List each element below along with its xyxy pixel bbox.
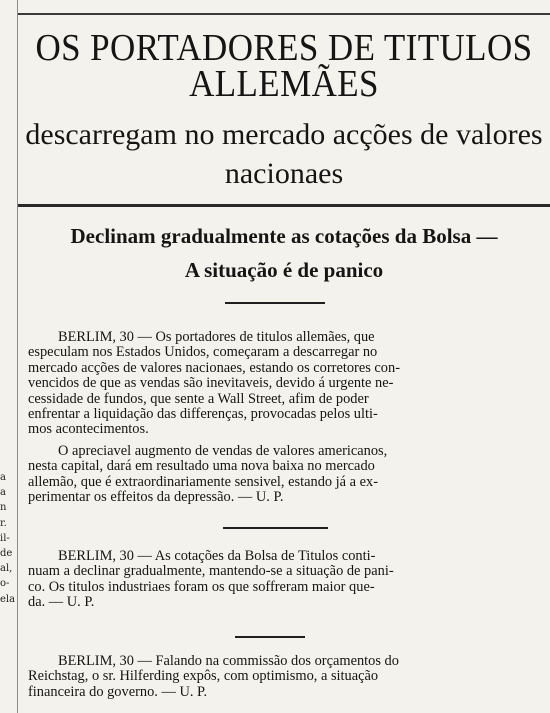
column-divider bbox=[17, 0, 18, 713]
paragraph-line: da. — U. P. bbox=[28, 595, 95, 611]
deck-line-2: A situação é de panico bbox=[184, 258, 384, 282]
short-rule bbox=[223, 527, 328, 529]
paragraph-line: enfrentar a liquidação das differenças, provocadas pelos ulti- bbox=[28, 407, 378, 423]
paragraph-line: O apreciavel augmento de vendas de valores americanos, bbox=[58, 444, 388, 459]
short-rule bbox=[225, 302, 325, 304]
article-paragraph bbox=[28, 654, 540, 700]
paragraph-line: Reichstag, o sr. Hilferding expôs, com optimismo, a situação bbox=[28, 669, 379, 685]
subheadline-line-2: nacionaes bbox=[224, 157, 344, 190]
fragment: n bbox=[0, 502, 7, 514]
section-divider bbox=[18, 204, 550, 207]
fragment: o- bbox=[0, 578, 10, 590]
headline-line-1: OS PORTADORES DE TITULOS bbox=[35, 26, 533, 69]
paragraph-line: mercado acções de valores nacionaes, estando os corretores con- bbox=[28, 360, 400, 376]
article-paragraph bbox=[28, 444, 540, 506]
paragraph-line: mos acontecimentos. bbox=[28, 422, 149, 438]
paragraph-line: BERLIM, 30 — As cotações da Bolsa de Titulos conti- bbox=[58, 549, 376, 564]
fragment: al, bbox=[0, 563, 13, 575]
fragment: r. bbox=[0, 517, 7, 529]
paragraph-line: co. Os titulos industriaes foram os que soffreram maior que- bbox=[28, 579, 375, 595]
paragraph-line: financeira do governo. — U. P. bbox=[28, 684, 208, 700]
paragraph-line: nuam a declinar gradualmente, mantendo-se a situação de pani- bbox=[28, 564, 394, 580]
paragraph-line: BERLIM, 30 — Os portadores de titulos allemães, que bbox=[58, 330, 375, 345]
fragment: a bbox=[0, 487, 6, 499]
fragment: ela bbox=[0, 593, 16, 605]
top-rule bbox=[18, 13, 550, 15]
paragraph-line: allemão, que é extraordinariamente sensivel, estando já a ex- bbox=[28, 474, 379, 490]
paragraph-line: nesta capital, dará em resultado uma nova baixa no mercado bbox=[28, 459, 375, 475]
paragraph-line: perimentar os effeitos da depressão. — U. P. bbox=[28, 490, 284, 506]
article-paragraph bbox=[28, 549, 540, 611]
fragment: de bbox=[0, 548, 13, 560]
fragment: a bbox=[0, 472, 6, 483]
fragment: il- bbox=[0, 532, 10, 544]
paragraph-line: especulam nos Estados Unidos, começaram a descarregar no bbox=[28, 345, 378, 361]
paragraph-line: cessidade de fundos, que sente a Wall Street, afim de poder bbox=[28, 391, 369, 407]
adjacent-column-fragments bbox=[0, 470, 16, 713]
paragraph-line: vencidos de que as vendas são inevitaveis, devido á urgente ne- bbox=[28, 376, 394, 392]
short-rule bbox=[235, 636, 305, 638]
deck-line-1: Declinam gradualmente as cotações da Bolsa — bbox=[70, 224, 498, 248]
paragraph-line: BERLIM, 30 — Falando na commissão dos orçamentos do bbox=[58, 654, 399, 669]
headline-line-2: ALLEMÃES bbox=[189, 62, 379, 105]
subheadline-line-1: descarregam no mercado acções de valores bbox=[25, 118, 543, 151]
article-paragraph bbox=[28, 330, 540, 438]
